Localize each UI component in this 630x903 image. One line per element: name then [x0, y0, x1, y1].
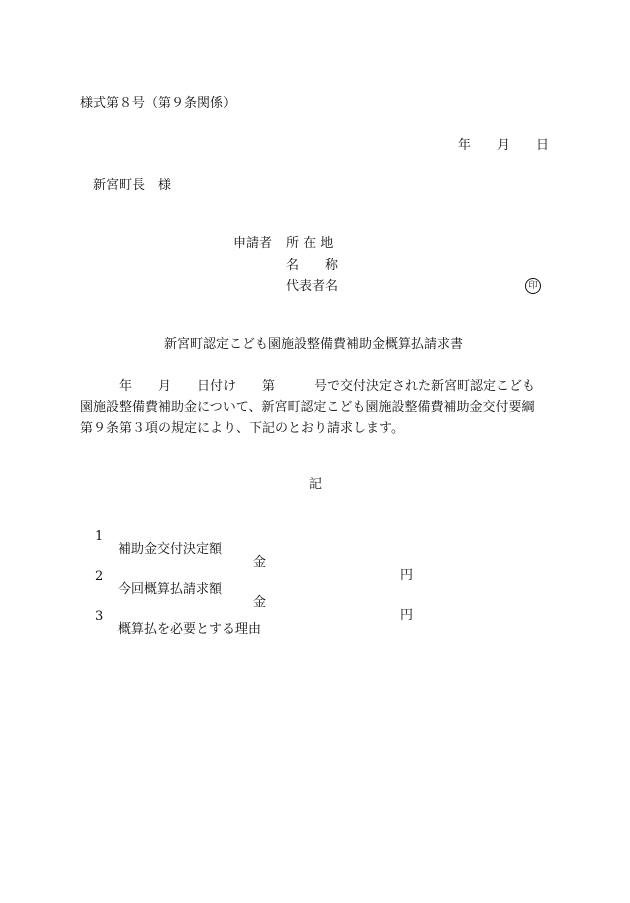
applicant-label: 申請者 — [233, 236, 273, 251]
body-line: 年 月 日付け 第 号で交付決定された新宮町認定こども — [80, 379, 536, 394]
document-title: 新宮町認定こども園施設整備費補助金概算払請求書 — [164, 337, 464, 352]
item-unit: 円 — [400, 608, 414, 623]
list-item — [95, 597, 262, 637]
item-currency: 金 — [253, 555, 267, 570]
form-number: 様式第８号（第９条関係） — [80, 96, 237, 111]
item-label: 概算払を必要とする理由 — [118, 622, 262, 637]
addressee: 新宮町長 様 — [93, 178, 172, 193]
body-paragraph — [80, 376, 550, 439]
item-number: 3 — [95, 609, 104, 624]
name-label: 名 称 — [286, 258, 339, 273]
body-line: 第９条第３項の規定により、下記のとおり請求します。 — [80, 421, 404, 436]
address-label: 所 在 地 — [286, 236, 334, 251]
item-currency: 金 — [253, 595, 267, 610]
item-label: 補助金交付決定額 — [118, 542, 223, 557]
item-number: 1 — [95, 529, 104, 544]
ki-heading: 記 — [309, 477, 323, 492]
date-line: 年 月 日 — [458, 138, 550, 153]
item-label: 今回概算払請求額 — [118, 582, 223, 597]
representative-label: 代表者名 — [286, 279, 339, 294]
body-line: 園施設整備費補助金について、新宮町認定こども園施設整備費補助金交付要綱 — [80, 400, 535, 415]
item-number: 2 — [95, 569, 104, 584]
seal-icon: 印 — [525, 278, 541, 294]
item-unit: 円 — [400, 568, 414, 583]
